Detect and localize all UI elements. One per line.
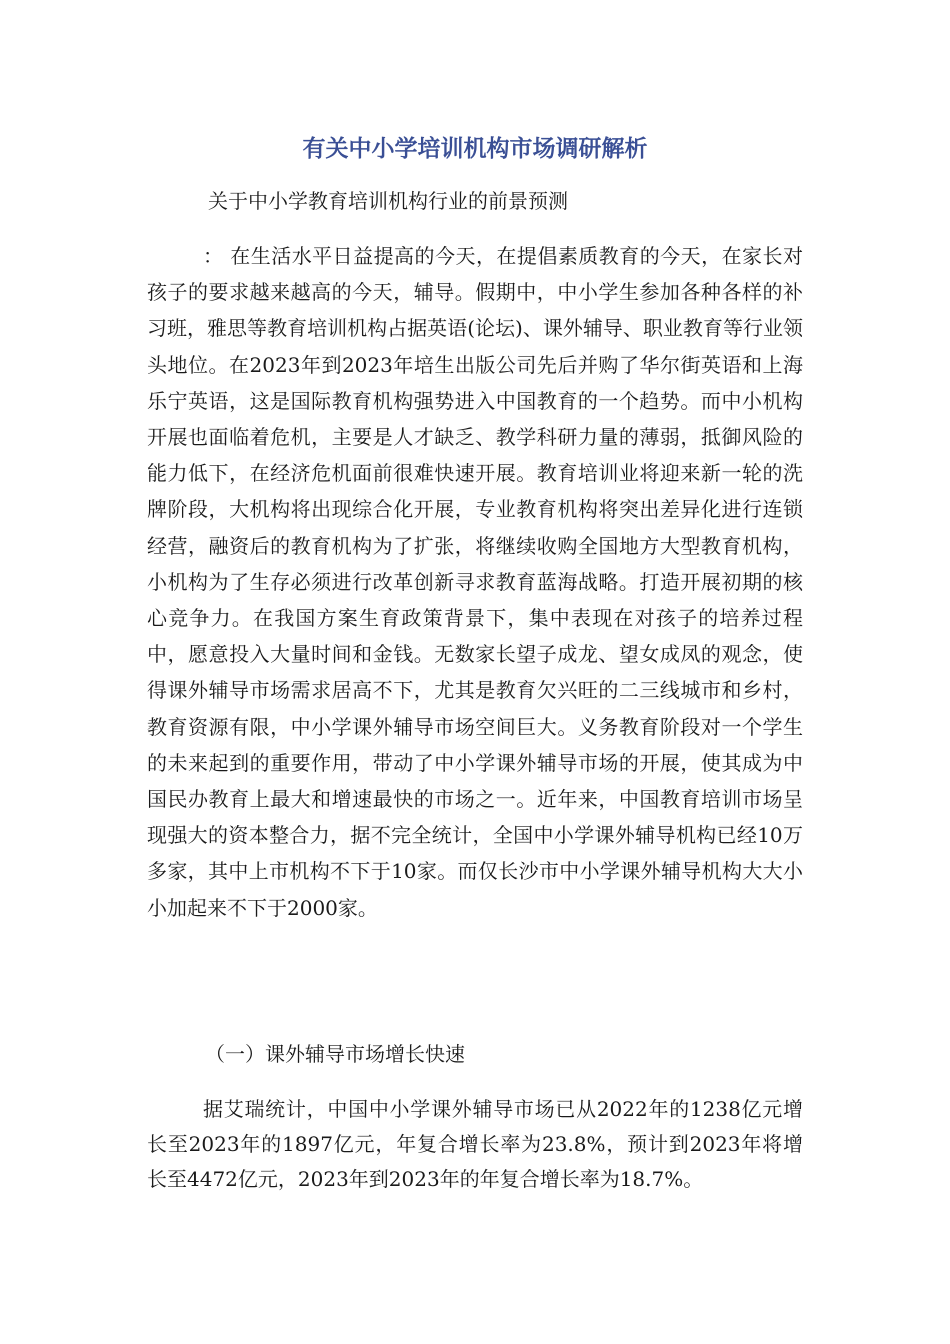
document-subtitle: 关于中小学教育培训机构行业的前景预测 bbox=[208, 189, 568, 213]
section-heading: （一）课外辅导市场增长快速 bbox=[205, 1042, 465, 1066]
document-title: 有关中小学培训机构市场调研解析 bbox=[302, 136, 648, 162]
body-paragraph: ： 在生活水平日益提高的今天，在提倡素质教育的今天，在家长对孩子的要求越来越高的今天，辅导。假期中，中小学生参加各种各样的补习班，雅思等教育培训机构占据英语(论坛)、课外辅导、职业教育等行业领头地位。在2023年到2023年培生出版公司先后并购了华尔街英语和上海乐宁英语，这是国际教育机构强势进入中国教育的一个趋势。而中小机构开展也面临着危机，主要是人才缺乏、教学科研力量的薄弱，抵御风险的能力低下，在经济危机面前很难快速开展。教育培训业将迎来新一轮的洗牌阶段，大机构将出现综合化开展，专业教育机构将突出差异化进行连锁经营，融资后的教育机构为了扩张，将继续收购全国地方大型教育机构，小机构为了生存必须进行改革创新寻求教育蓝海战略。打造开展初期的核心竞争力。在我国方案生育政策背景下，集中表现在对孩子的培养过程中，愿意投入大量时间和金钱。无数家长望子成龙、望女成凤的观念，使得课外辅导市场需求居高不下，尤其是教育欠兴旺的二三线城市和乡村，教育资源有限，中小学课外辅导市场空间巨大。义务教育阶段对一个学生的未来起到的重要作用，带动了中小学课外辅导市场的开展，使其成为中国民办教育上最大和增速最快的市场之一。近年来，中国教育培训市场呈现强大的资本整合力，据不完全统计，全国中小学课外辅导机构已经10万多家，其中上市机构不下于10家。而仅长沙市中小学课外辅导机构大大小小加起来不下于2000家。 bbox=[147, 244, 803, 920]
stats-paragraph: 据艾瑞统计，中国中小学课外辅导市场已从2022年的1238亿元增长至2023年的1897亿元，年复合增长率为23.8%，预计到2023年将增长至4472亿元，2023年到2023年的年复合增长率为18.7%。 bbox=[147, 1097, 803, 1191]
